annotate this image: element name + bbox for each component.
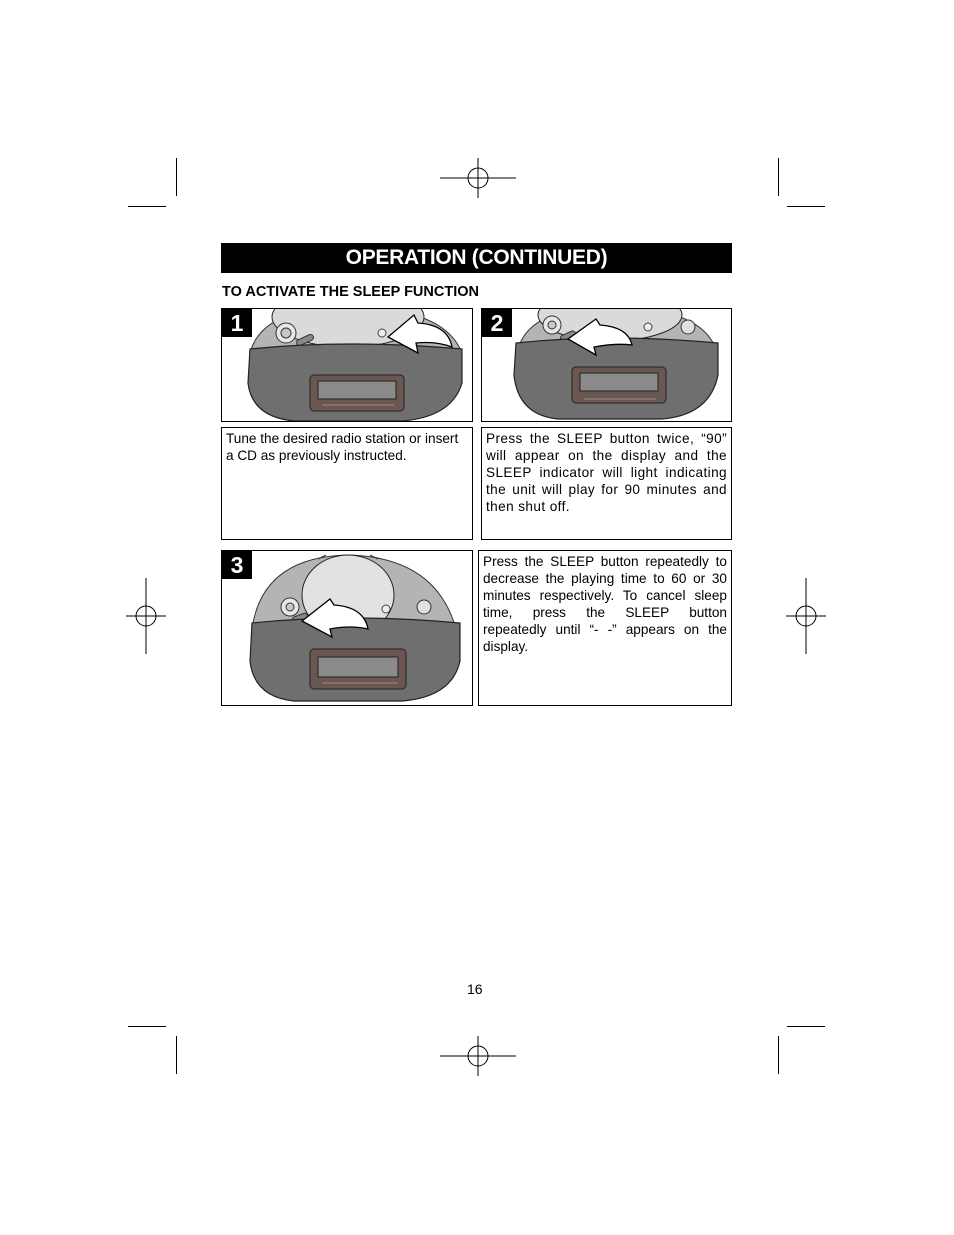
step-3-illustration — [221, 550, 473, 706]
step-1-text — [221, 427, 473, 540]
curved-arrow-icon — [482, 309, 732, 422]
section-title: TO ACTIVATE THE SLEEP FUNCTION — [222, 284, 479, 300]
step-3-number: 3 — [222, 551, 252, 579]
step-3-description: Press the SLEEP button repeatedly to decrease the playing time to 60 or 30 minutes respectively. To cancel sleep time, press the SLEEP button repeatedly until “- -” appears on the display. — [483, 554, 727, 654]
step-1-description: Tune the desired radio station or insert a CD as previously instructed. — [226, 431, 459, 463]
step-1-number: 1 — [222, 309, 252, 337]
registration-mark-icon — [440, 158, 516, 198]
step-1-illustration — [221, 308, 473, 422]
step-2-text — [481, 427, 732, 540]
step-3-text — [478, 550, 732, 706]
curved-arrow-icon — [222, 551, 473, 706]
curved-arrow-icon — [222, 309, 473, 422]
step-2-number: 2 — [482, 309, 512, 337]
page-number: 16 — [467, 981, 483, 997]
step-2-illustration — [481, 308, 732, 422]
registration-mark-icon — [786, 578, 826, 654]
step-2-description: Press the SLEEP button twice, “90” will appear on the display and the SLEEP indicator will light indicating the unit will play for 90 minutes and then shut off. — [486, 431, 727, 514]
registration-mark-icon — [440, 1036, 516, 1076]
registration-mark-icon — [126, 578, 166, 654]
page-title: OPERATION (CONTINUED) — [221, 243, 732, 273]
